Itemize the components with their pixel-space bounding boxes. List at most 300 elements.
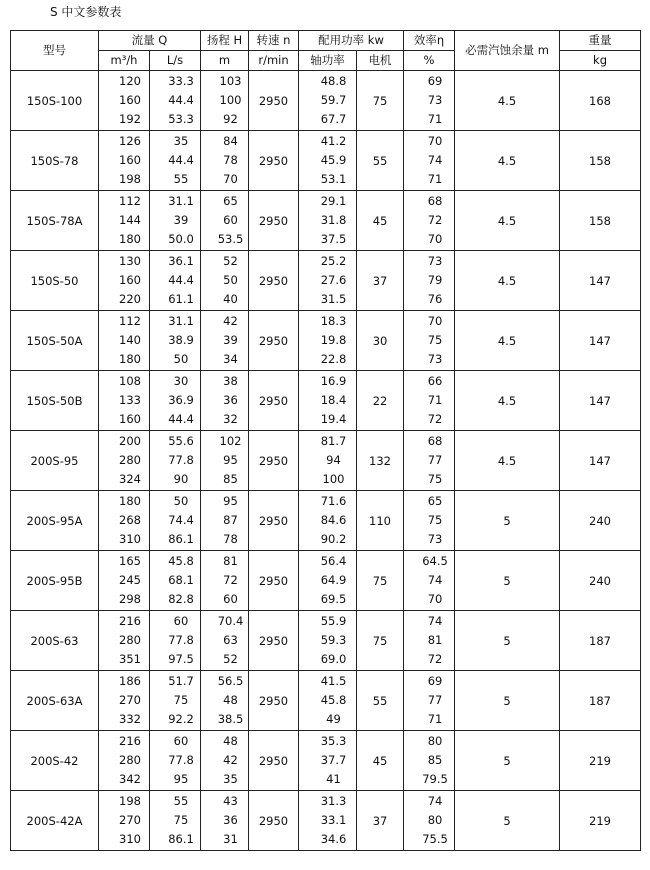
cell-flow-ls: [150, 551, 201, 611]
cell-flow-m3h-value: 342: [119, 772, 141, 787]
cell-head: [201, 251, 249, 311]
cell-speed: 2950: [249, 311, 299, 371]
cell-shaft-power-value: 31.8: [320, 212, 347, 227]
cell-flow-m3h: [99, 191, 150, 251]
cell-efficiency-value: 73: [427, 352, 443, 367]
cell-flow-m3h-value: 332: [119, 712, 141, 727]
cell-shaft-power-value: 67.7: [320, 112, 347, 127]
cell-flow-ls: [150, 371, 201, 431]
cell-shaft-power: [299, 71, 357, 131]
cell-npsh: 4.5: [455, 371, 560, 431]
cell-flow-m3h: [99, 371, 150, 431]
cell-shaft-power: [299, 131, 357, 191]
unit-shaft-power: 轴功率: [299, 51, 357, 71]
cell-shaft-power-value: 90.2: [320, 532, 347, 547]
cell-flow-m3h-value: 160: [119, 152, 141, 167]
cell-shaft-power: [299, 791, 357, 851]
cell-head: [201, 71, 249, 131]
cell-speed: 2950: [249, 431, 299, 491]
cell-efficiency: [404, 551, 455, 611]
cell-flow-ls-value: 86.1: [168, 832, 194, 847]
cell-efficiency: [404, 371, 455, 431]
cell-flow-m3h-value: 198: [119, 793, 141, 808]
cell-flow-m3h-value: 216: [119, 733, 141, 748]
cell-weight: 158: [560, 191, 641, 251]
cell-efficiency-value: 69: [427, 673, 443, 688]
cell-shaft-power-value: 18.3: [320, 313, 347, 328]
cell-efficiency-value: 85: [427, 752, 443, 767]
cell-efficiency-value: 74: [427, 152, 443, 167]
cell-flow-ls-value: 39: [173, 212, 189, 227]
cell-model: 150S-50B: [11, 371, 99, 431]
unit-speed: r/min: [249, 51, 299, 71]
unit-efficiency: %: [404, 51, 455, 71]
cell-flow-ls-value: 45.8: [168, 553, 194, 568]
cell-shaft-power-value: 37.5: [320, 232, 347, 247]
cell-speed: 2950: [249, 71, 299, 131]
cell-flow-m3h-value: 180: [119, 493, 141, 508]
cell-shaft-power-value: 45.8: [320, 692, 347, 707]
cell-flow-ls: [150, 731, 201, 791]
cell-shaft-power-value: 25.2: [320, 253, 347, 268]
header-power: 配用功率 kw: [299, 31, 404, 51]
cell-shaft-power-value: 33.1: [320, 812, 347, 827]
table-row: [11, 191, 641, 251]
cell-shaft-power-value: 49: [326, 712, 341, 727]
cell-flow-m3h: [99, 251, 150, 311]
cell-npsh: 4.5: [455, 251, 560, 311]
table-row: [11, 71, 641, 131]
cell-weight: 219: [560, 791, 641, 851]
cell-weight: 147: [560, 251, 641, 311]
cell-flow-ls-value: 60: [173, 733, 189, 748]
cell-model: 200S-42: [11, 731, 99, 791]
cell-efficiency-value: 79: [427, 272, 443, 287]
cell-efficiency-value: 71: [427, 112, 443, 127]
cell-flow-m3h-value: 160: [119, 92, 141, 107]
cell-npsh: 5: [455, 551, 560, 611]
cell-flow-m3h-value: 310: [119, 532, 141, 547]
cell-head-value: 85: [223, 472, 238, 487]
cell-npsh: 5: [455, 791, 560, 851]
cell-shaft-power-value: 31.5: [320, 292, 347, 307]
cell-flow-m3h-value: 298: [119, 592, 141, 607]
cell-motor: 110: [357, 491, 404, 551]
cell-efficiency-value: 66: [427, 373, 443, 388]
cell-efficiency: [404, 491, 455, 551]
cell-flow-m3h-value: 268: [119, 512, 141, 527]
cell-motor: 55: [357, 131, 404, 191]
cell-flow-ls-value: 50.0: [168, 232, 194, 247]
cell-flow-ls-value: 44.4: [168, 152, 194, 167]
cell-shaft-power: [299, 431, 357, 491]
cell-shaft-power: [299, 491, 357, 551]
cell-flow-m3h: [99, 671, 150, 731]
cell-weight: 147: [560, 371, 641, 431]
cell-efficiency: [404, 251, 455, 311]
table-row: [11, 731, 641, 791]
cell-weight: 147: [560, 311, 641, 371]
cell-shaft-power-value: 71.6: [320, 493, 347, 508]
cell-flow-ls-value: 61.1: [168, 292, 194, 307]
cell-shaft-power-value: 56.4: [320, 553, 347, 568]
cell-flow-m3h-value: 108: [119, 373, 141, 388]
cell-model: 200S-95: [11, 431, 99, 491]
cell-head-value: 31: [223, 832, 238, 847]
cell-flow-m3h: [99, 491, 150, 551]
cell-head: [201, 671, 249, 731]
cell-model: 150S-50: [11, 251, 99, 311]
cell-flow-ls-value: 36.1: [168, 253, 194, 268]
cell-efficiency-value: 68: [427, 433, 443, 448]
cell-head: [201, 731, 249, 791]
cell-flow-m3h-value: 126: [119, 133, 141, 148]
cell-flow-ls-value: 44.4: [168, 92, 194, 107]
cell-model: 200S-42A: [11, 791, 99, 851]
cell-head-value: 38: [223, 373, 238, 388]
cell-shaft-power-value: 41: [326, 772, 341, 787]
cell-flow-m3h-value: 186: [119, 673, 141, 688]
cell-head: [201, 611, 249, 671]
cell-flow-m3h-value: 280: [119, 632, 141, 647]
cell-flow-m3h: [99, 311, 150, 371]
cell-efficiency-value: 70: [427, 133, 443, 148]
cell-flow-ls-value: 44.4: [168, 412, 194, 427]
cell-head: [201, 491, 249, 551]
cell-head-value: 36: [223, 812, 238, 827]
cell-flow-ls-value: 74.4: [168, 512, 194, 527]
cell-shaft-power: [299, 611, 357, 671]
cell-head-value: 42: [223, 313, 238, 328]
cell-shaft-power-value: 94: [326, 452, 341, 467]
header-npsh: 必需汽蚀余量 m: [455, 31, 560, 71]
cell-efficiency-value: 75: [427, 512, 443, 527]
cell-efficiency: [404, 731, 455, 791]
cell-head: [201, 191, 249, 251]
cell-model: 200S-95A: [11, 491, 99, 551]
cell-flow-m3h-value: 112: [119, 193, 141, 208]
cell-motor: 30: [357, 311, 404, 371]
cell-efficiency-value: 81: [427, 632, 443, 647]
cell-flow-ls-value: 60: [173, 613, 189, 628]
cell-shaft-power-value: 69.0: [320, 652, 347, 667]
cell-model: 200S-63: [11, 611, 99, 671]
cell-flow-ls-value: 50: [173, 352, 189, 367]
cell-speed: 2950: [249, 491, 299, 551]
cell-model: 200S-63A: [11, 671, 99, 731]
cell-motor: 55: [357, 671, 404, 731]
cell-weight: 187: [560, 671, 641, 731]
cell-shaft-power: [299, 251, 357, 311]
cell-efficiency-value: 71: [427, 392, 443, 407]
cell-flow-ls-value: 55: [173, 172, 189, 187]
cell-head-value: 95: [223, 493, 238, 508]
cell-npsh: 4.5: [455, 311, 560, 371]
header-model: 型号: [11, 31, 99, 71]
cell-flow-m3h: [99, 551, 150, 611]
table-body: [11, 71, 641, 851]
cell-flow-ls-value: 30: [173, 373, 189, 388]
cell-head-value: 70: [223, 172, 238, 187]
cell-motor: 75: [357, 551, 404, 611]
table-row: [11, 431, 641, 491]
header-weight: 重量: [560, 31, 641, 51]
unit-head: m: [201, 51, 249, 71]
cell-speed: 2950: [249, 671, 299, 731]
cell-flow-m3h-value: 112: [119, 313, 141, 328]
cell-model: 150S-78A: [11, 191, 99, 251]
cell-flow-ls: [150, 131, 201, 191]
cell-speed: 2950: [249, 131, 299, 191]
cell-flow-m3h-value: 270: [119, 692, 141, 707]
cell-motor: 37: [357, 251, 404, 311]
cell-efficiency-value: 77: [427, 692, 443, 707]
cell-flow-ls-value: 68.1: [168, 572, 194, 587]
cell-flow-ls-value: 44.4: [168, 272, 194, 287]
cell-efficiency-value: 73: [427, 253, 443, 268]
cell-head-value: 32: [223, 412, 238, 427]
cell-flow-m3h-value: 120: [119, 73, 141, 88]
cell-flow-m3h: [99, 71, 150, 131]
cell-shaft-power-value: 48.8: [320, 73, 347, 88]
cell-shaft-power-value: 19.8: [320, 332, 347, 347]
cell-efficiency: [404, 191, 455, 251]
cell-shaft-power-value: 45.9: [320, 152, 347, 167]
cell-efficiency-value: 71: [427, 712, 443, 727]
cell-shaft-power: [299, 671, 357, 731]
cell-motor: 22: [357, 371, 404, 431]
cell-motor: 75: [357, 71, 404, 131]
cell-flow-ls-value: 86.1: [168, 532, 194, 547]
cell-head-value: 60: [223, 592, 238, 607]
cell-flow-m3h-value: 220: [119, 292, 141, 307]
cell-efficiency-value: 73: [427, 532, 443, 547]
cell-shaft-power-value: 16.9: [320, 373, 347, 388]
cell-efficiency-value: 75: [427, 332, 443, 347]
cell-shaft-power-value: 53.1: [320, 172, 347, 187]
cell-flow-m3h: [99, 131, 150, 191]
cell-weight: 240: [560, 491, 641, 551]
cell-efficiency-value: 80: [427, 733, 443, 748]
cell-flow-ls-value: 36.9: [168, 392, 194, 407]
cell-head-value: 38.5: [217, 712, 244, 727]
cell-flow-m3h-value: 144: [119, 212, 141, 227]
unit-flow-ls: L/s: [150, 51, 201, 71]
cell-flow-m3h-value: 324: [119, 472, 141, 487]
cell-shaft-power-value: 27.6: [320, 272, 347, 287]
cell-flow-m3h: [99, 431, 150, 491]
cell-head-value: 70.4: [217, 613, 244, 628]
cell-speed: 2950: [249, 371, 299, 431]
cell-model: 200S-95B: [11, 551, 99, 611]
cell-npsh: 5: [455, 611, 560, 671]
cell-speed: 2950: [249, 191, 299, 251]
cell-efficiency-value: 75: [427, 472, 443, 487]
cell-shaft-power-value: 41.2: [320, 133, 347, 148]
cell-head-value: 63: [223, 632, 238, 647]
cell-head-value: 50: [223, 272, 238, 287]
cell-flow-ls-value: 75: [173, 812, 189, 827]
cell-motor: 37: [357, 791, 404, 851]
cell-weight: 219: [560, 731, 641, 791]
cell-shaft-power: [299, 191, 357, 251]
cell-flow-ls-value: 92.2: [168, 712, 194, 727]
cell-weight: 158: [560, 131, 641, 191]
cell-shaft-power-value: 35.3: [320, 733, 347, 748]
cell-weight: 240: [560, 551, 641, 611]
cell-flow-m3h-value: 351: [119, 652, 141, 667]
cell-efficiency-value: 72: [427, 212, 443, 227]
cell-head-value: 81: [223, 553, 238, 568]
cell-motor: 45: [357, 731, 404, 791]
cell-model: 150S-100: [11, 71, 99, 131]
cell-motor: 75: [357, 611, 404, 671]
cell-efficiency-value: 71: [427, 172, 443, 187]
cell-efficiency: [404, 611, 455, 671]
cell-shaft-power: [299, 311, 357, 371]
cell-head-value: 53.5: [217, 232, 244, 247]
cell-npsh: 4.5: [455, 191, 560, 251]
cell-head-value: 78: [223, 152, 238, 167]
cell-efficiency-value: 77: [427, 452, 443, 467]
cell-efficiency-value: 75.5: [422, 832, 448, 847]
cell-shaft-power-value: 29.1: [320, 193, 347, 208]
cell-speed: 2950: [249, 731, 299, 791]
cell-flow-ls: [150, 671, 201, 731]
cell-speed: 2950: [249, 251, 299, 311]
cell-model: 150S-50A: [11, 311, 99, 371]
cell-efficiency: [404, 71, 455, 131]
cell-head-value: 48: [223, 733, 238, 748]
table-row: [11, 791, 641, 851]
cell-head-value: 103: [219, 73, 242, 88]
cell-head-value: 87: [223, 512, 238, 527]
cell-flow-m3h: [99, 791, 150, 851]
cell-motor: 132: [357, 431, 404, 491]
cell-efficiency-value: 74: [427, 793, 443, 808]
cell-flow-m3h-value: 310: [119, 832, 141, 847]
cell-flow-ls-value: 50: [173, 493, 189, 508]
cell-efficiency-value: 69: [427, 73, 443, 88]
cell-head: [201, 131, 249, 191]
cell-head: [201, 551, 249, 611]
cell-head: [201, 791, 249, 851]
cell-speed: 2950: [249, 611, 299, 671]
cell-flow-ls-value: 38.9: [168, 332, 194, 347]
cell-efficiency-value: 79.5: [422, 772, 448, 787]
cell-head: [201, 371, 249, 431]
cell-flow-m3h-value: 216: [119, 613, 141, 628]
cell-head-value: 95: [223, 452, 238, 467]
table-row: [11, 371, 641, 431]
cell-flow-ls-value: 97.5: [168, 652, 194, 667]
cell-flow-m3h-value: 280: [119, 752, 141, 767]
cell-efficiency-value: 70: [427, 592, 443, 607]
cell-efficiency-value: 72: [427, 652, 443, 667]
cell-motor: 45: [357, 191, 404, 251]
cell-flow-ls: [150, 71, 201, 131]
cell-flow-m3h-value: 180: [119, 352, 141, 367]
cell-head-value: 65: [223, 193, 238, 208]
cell-head-value: 60: [223, 212, 238, 227]
cell-head-value: 56.5: [217, 673, 244, 688]
cell-head-value: 84: [223, 133, 238, 148]
header-row-1: [11, 31, 641, 51]
cell-head-value: 92: [223, 112, 238, 127]
cell-flow-ls-value: 77.8: [168, 752, 194, 767]
cell-flow-ls: [150, 251, 201, 311]
table-row: [11, 671, 641, 731]
cell-flow-ls: [150, 431, 201, 491]
cell-efficiency-value: 64.5: [422, 553, 448, 568]
cell-shaft-power-value: 31.3: [320, 793, 347, 808]
cell-flow-ls: [150, 311, 201, 371]
unit-motor: 电机: [357, 51, 404, 71]
cell-efficiency: [404, 791, 455, 851]
unit-weight: kg: [560, 51, 641, 71]
cell-head-value: 42: [223, 752, 238, 767]
cell-head-value: 34: [223, 352, 238, 367]
cell-efficiency-value: 74: [427, 572, 443, 587]
header-speed: 转速 n: [249, 31, 299, 51]
cell-flow-ls: [150, 191, 201, 251]
cell-npsh: 4.5: [455, 71, 560, 131]
cell-shaft-power-value: 55.9: [320, 613, 347, 628]
cell-shaft-power: [299, 371, 357, 431]
table-row: [11, 311, 641, 371]
cell-shaft-power-value: 19.4: [320, 412, 347, 427]
cell-flow-m3h-value: 133: [119, 392, 141, 407]
cell-efficiency-value: 68: [427, 193, 443, 208]
header-flow: 流量 Q: [99, 31, 201, 51]
cell-flow-m3h: [99, 611, 150, 671]
cell-shaft-power-value: 18.4: [320, 392, 347, 407]
cell-npsh: 5: [455, 731, 560, 791]
cell-model: 150S-78: [11, 131, 99, 191]
cell-head-value: 100: [219, 92, 242, 107]
cell-speed: 2950: [249, 551, 299, 611]
cell-shaft-power: [299, 551, 357, 611]
page-title: S 中文参数表: [50, 5, 122, 19]
cell-flow-m3h-value: 245: [119, 572, 141, 587]
cell-shaft-power-value: 69.5: [320, 592, 347, 607]
table-row: [11, 551, 641, 611]
cell-flow-ls-value: 82.8: [168, 592, 194, 607]
cell-flow-m3h-value: 270: [119, 812, 141, 827]
cell-shaft-power-value: 37.7: [320, 752, 347, 767]
cell-flow-m3h-value: 280: [119, 452, 141, 467]
cell-flow-m3h-value: 160: [119, 412, 141, 427]
table-row: [11, 611, 641, 671]
cell-shaft-power-value: 59.7: [320, 92, 347, 107]
cell-efficiency-value: 70: [427, 313, 443, 328]
cell-head: [201, 431, 249, 491]
cell-npsh: 5: [455, 671, 560, 731]
cell-head: [201, 311, 249, 371]
cell-head-value: 102: [219, 433, 242, 448]
cell-speed: 2950: [249, 791, 299, 851]
cell-efficiency: [404, 131, 455, 191]
cell-flow-m3h-value: 198: [119, 172, 141, 187]
cell-efficiency: [404, 671, 455, 731]
cell-flow-ls-value: 55: [173, 793, 189, 808]
header-efficiency: 效率η: [404, 31, 455, 51]
header-head: 扬程 H: [201, 31, 249, 51]
cell-flow-m3h-value: 180: [119, 232, 141, 247]
cell-head-value: 78: [223, 532, 238, 547]
cell-flow-ls-value: 75: [173, 692, 189, 707]
cell-efficiency: [404, 431, 455, 491]
